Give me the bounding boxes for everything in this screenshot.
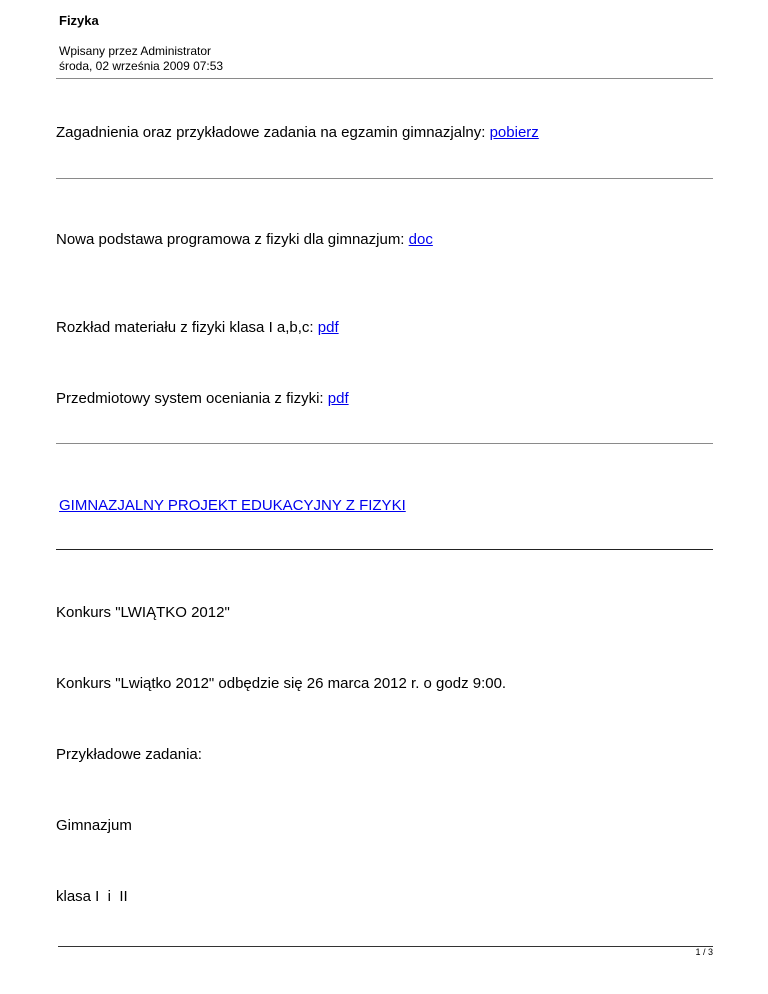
item-exam-topics-text: Zagadnienia oraz przykładowe zadania na egzamin gimnazjalny: [56, 124, 490, 141]
project-item [59, 497, 406, 515]
project-link[interactable]: GIMNAZJALNY PROJEKT EDUKACYJNY Z FIZYKI [59, 497, 406, 514]
item-curriculum-text: Nowa podstawa programowa z fizyki dla gimnazjum: [56, 231, 409, 248]
page-title: Fizyka [59, 13, 99, 28]
download-exam-topics-link[interactable]: pobierz [489, 124, 539, 141]
examples-label: Przykładowe zadania: [56, 746, 202, 763]
contest-title: Konkurs "LWIĄTKO 2012" [56, 604, 230, 621]
header-divider [56, 78, 713, 79]
item-syllabus [56, 319, 339, 337]
item-grading-text: Przedmiotowy system oceniania z fizyki: [56, 390, 328, 407]
contest-announcement: Konkurs "Lwiątko 2012" odbędzie się 26 marca 2012 r. o godz 9:00. [56, 675, 507, 692]
classes-label: klasa I i II [56, 888, 128, 905]
level-label: Gimnazjum [56, 817, 132, 834]
footer-divider [58, 946, 713, 947]
section-divider-3 [56, 549, 713, 550]
section-divider-1 [56, 178, 713, 179]
item-syllabus-text: Rozkład materiału z fizyki klasa I a,b,c: [56, 319, 318, 336]
grading-pdf-link[interactable]: pdf [327, 390, 349, 407]
author-line: Wpisany przez Administrator [59, 44, 212, 58]
syllabus-pdf-link[interactable]: pdf [317, 319, 339, 336]
page-number: 1 / 3 [695, 947, 713, 957]
section-divider-2 [56, 443, 713, 444]
item-curriculum [56, 231, 433, 249]
curriculum-doc-link[interactable]: doc [408, 231, 433, 248]
item-exam-topics [56, 124, 539, 142]
date-line: środa, 02 września 2009 07:53 [59, 59, 224, 73]
item-grading [56, 390, 349, 408]
